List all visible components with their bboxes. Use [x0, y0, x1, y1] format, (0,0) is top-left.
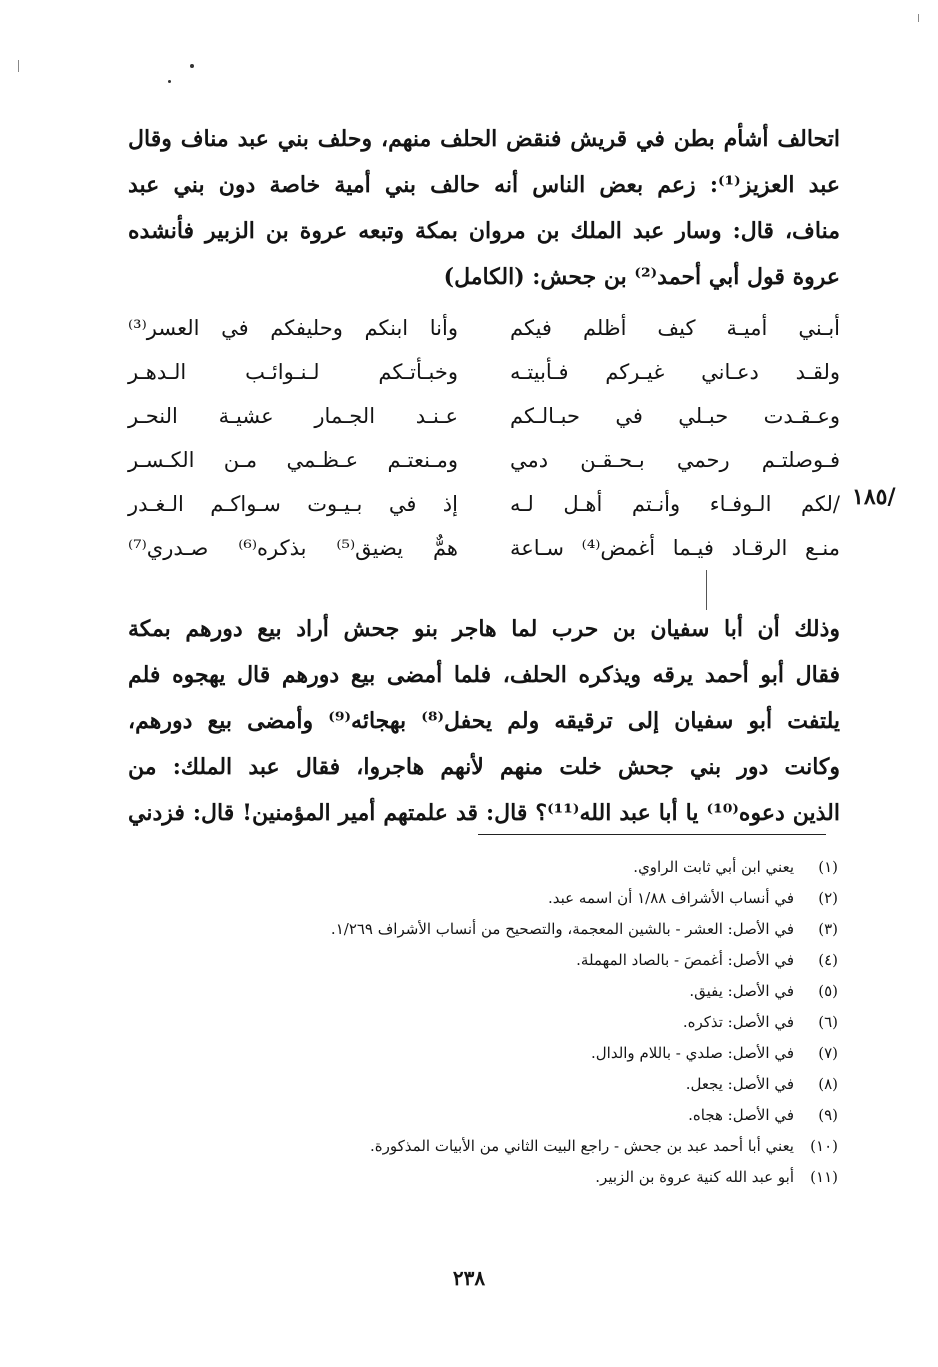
verse-first-hemistich: ولقـد دعـاني غيـركم فـأبيتـه: [510, 360, 840, 384]
poem-verse: [128, 438, 840, 482]
poem: [128, 306, 840, 576]
poem-verse: [128, 306, 840, 350]
verse-second-hemistich: ومـنعتـم عـظـمي مـن الكـسـر: [128, 448, 458, 472]
footnote: [200, 852, 838, 883]
scan-edge-mark: [918, 14, 919, 22]
verse-first-hemistich: منـع الرقـاد فيـما أغمض⁽⁴⁾ سـاعة: [510, 536, 840, 560]
poem-verse: [128, 350, 840, 394]
footnote-number: (١): [818, 858, 838, 876]
body-paragraph: [128, 606, 840, 836]
footnote-text: يعني أبا أحمد عبد بن جحش - راجع البيت الثاني من الأبيات المذكورة.: [370, 1137, 794, 1155]
footnote-text: في الأصل: أغمصَ - بالصاد المهملة.: [576, 951, 794, 969]
intro-line: مناف، قال: وسار عبد الملك بن مروان بمكة وتبعه عروة بن الزبير فأنشده: [128, 218, 840, 244]
poem-verse: [128, 482, 840, 526]
footnote-number: (١٠): [810, 1137, 838, 1155]
verse-second-hemistich: وخبـأتـكم لـنـوائـب الـدهـر: [128, 360, 458, 384]
verse-second-hemistich: إذ في بـيـوت سـواكـم الـغـدر: [128, 492, 458, 516]
body-line: الذين دعوه⁽¹⁰⁾ يا أبا عبد الله⁽¹¹⁾؟ قال: قد علمتهم أمير المؤمنين! قال: فزدني: [128, 800, 840, 826]
body-line: وذلك أن أبا سفيان بن حرب لما هاجر بنو جحش أراد بيع دورهم بمكة: [128, 616, 840, 642]
footnote-number: (٧): [818, 1044, 838, 1062]
body-line: وكانت دور بني جحش خلت منهم لأنهم هاجروا، فقال عبد الملك: من: [128, 754, 840, 780]
body-line: يلتفت أبو سفيان إلى ترقيقه ولم يحفل⁽⁸⁾ بهجائه⁽⁹⁾ وأمضى بيع دورهم،: [128, 708, 840, 734]
footnote-number: (٤): [818, 951, 838, 969]
footnote: [200, 1100, 838, 1131]
footnotes: [200, 852, 838, 1193]
intro-line: عبد العزيز⁽¹⁾: زعم بعض الناس أنه حالف بني أمية خاصة دون بني عبد: [128, 172, 840, 198]
footnote-separator: [478, 834, 826, 835]
page-number: ٢٣٨: [452, 1266, 486, 1290]
verse-second-hemistich: وأنا ابنكم وحليفكم في العسر⁽³⁾: [128, 316, 458, 340]
scan-speck: [168, 80, 171, 83]
footnote-number: (٨): [818, 1075, 838, 1093]
footnote: [200, 914, 838, 945]
footnote: [200, 1131, 838, 1162]
poem-verse: [128, 394, 840, 438]
scan-speck: [190, 64, 194, 68]
verse-first-hemistich: فـوصلتـم رحمي بـحـقـن دمي: [510, 448, 840, 472]
footnote: [200, 1069, 838, 1100]
footnote-number: (٦): [818, 1013, 838, 1031]
footnote: [200, 1162, 838, 1193]
footnote: [200, 945, 838, 976]
footnote-text: في أنساب الأشراف ١/٨٨ أن اسمه عبد.: [548, 889, 794, 907]
footnote: [200, 1007, 838, 1038]
footnote-text: في الأصل: صلدي - باللام والدال.: [590, 1044, 794, 1062]
footnote-number: (٣): [818, 920, 838, 938]
verse-first-hemistich: /لكم الـوفـاء وأنـتم أهـل لـه: [510, 492, 840, 516]
verse-second-hemistich: همٌّ يضيق⁽⁵⁾ بذكره⁽⁶⁾ صـدري⁽⁷⁾: [128, 536, 459, 560]
verse-first-hemistich: وعـقـدت حبـلي في حبـالـكم: [510, 404, 840, 428]
verse-second-hemistich: عـنـد الجـمار عشيـة النحـر: [128, 404, 458, 428]
footnote: [200, 1038, 838, 1069]
scan-edge-mark: [706, 570, 707, 610]
footnote-number: (٩): [818, 1106, 838, 1124]
verse-first-hemistich: أبـني أميـة كيف أظلم فيكم: [510, 316, 840, 340]
footnote-text: أبو عبد الله كنية عروة بن الزبير.: [595, 1168, 794, 1186]
body-line: فقال أبو أحمد يرقه ويذكره الحلف، فلما أمضى بيع دورهم قال يهجوه فلم: [128, 662, 840, 688]
footnote-number: (١١): [810, 1168, 838, 1186]
scan-edge-mark: [18, 60, 19, 72]
footnote-text: في الأصل: العشر - بالشين المعجمة، والتصحيح من أنساب الأشراف ١/٢٦٩.: [330, 920, 794, 938]
intro-paragraph: [128, 116, 840, 300]
intro-line: عروة قول أبي أحمد⁽²⁾ بن جحش: (الكامل): [443, 264, 840, 290]
intro-line: اتحالف أشأم بطن في قريش فنقض الحلف منهم، وحلف بني عبد مناف وقال: [128, 126, 840, 152]
manuscript-folio-number: /١٨٥: [852, 484, 896, 510]
footnote: [200, 883, 838, 914]
footnote-number: (٥): [818, 982, 838, 1000]
poem-verse: [128, 526, 840, 570]
footnote-text: يعني ابن أبي ثابت الراوي.: [633, 858, 794, 876]
footnote-text: في الأصل: يفيق.: [689, 982, 794, 1000]
footnote-text: في الأصل: هجاه.: [688, 1106, 794, 1124]
footnote-text: في الأصل: يجعل.: [685, 1075, 794, 1093]
footnote-text: في الأصل: تذكره.: [682, 1013, 794, 1031]
footnote: [200, 976, 838, 1007]
footnote-number: (٢): [818, 889, 838, 907]
